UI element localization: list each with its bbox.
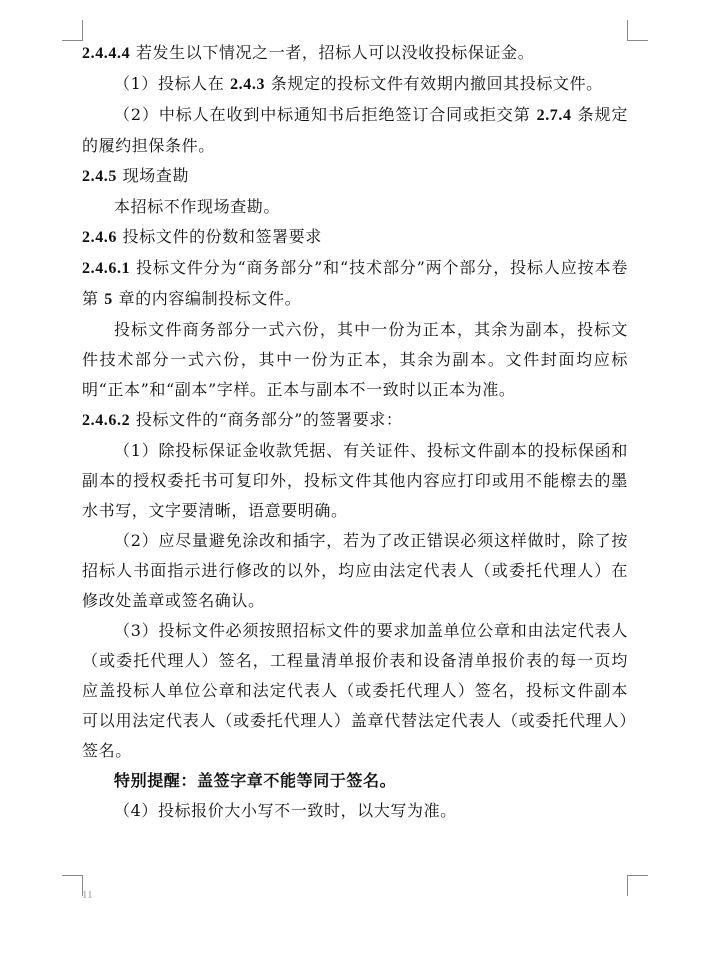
section-heading-2-4-5: 2.4.5 现场查勘 bbox=[82, 166, 190, 185]
crop-mark-bottom-left bbox=[62, 875, 83, 896]
signing-item-3: （3）投标文件必须按照招标文件的要求加盖单位公章和由法定代表人（或委托代理人）签名，工程量清单报价表和设备清单报价表的每一页均应盖投标人单位公章和法定代表人（或委托代理人）签名，投标文件副本可以用法定代表人（或委托代理人）盖章代替法定代表人（或委托代理人）签名。 bbox=[82, 621, 628, 760]
section-heading-2-4-6: 2.4.6 投标文件的份数和签署要求 bbox=[82, 227, 322, 246]
clause-item-1: （1）投标人在 2.4.3 条规定的投标文件有效期内撤回其投标文件。 bbox=[114, 74, 603, 93]
clause-2-4-6-2: 2.4.6.2 投标文件的“商务部分”的签署要求： bbox=[82, 410, 403, 429]
copies-paragraph: 投标文件商务部分一式六份，其中一份为正本，其余为副本，投标文件技术部分一式六份，其中一份为正本，其余为副本。文件封面均应标明“正本”和“副本”字样。正本与副本不一致时以正本为准。 bbox=[82, 320, 628, 399]
site-survey-text: 本招标不作现场查勘。 bbox=[114, 197, 281, 216]
crop-mark-bottom-right bbox=[627, 875, 648, 896]
crop-mark-top-right bbox=[627, 20, 648, 41]
document-body bbox=[82, 38, 628, 826]
crop-mark-top-left bbox=[62, 20, 83, 41]
signing-item-4: （4）投标报价大小写不一致时，以大写为准。 bbox=[114, 801, 457, 820]
signing-item-2: （2）应尽量避免涂改和插字，若为了改正错误必须这样做时，除了按招标人书面指示进行修改的以外，均应由法定代表人（或委托代理人）在修改处盖章或签名确认。 bbox=[82, 531, 628, 610]
clause-2-4-6-1: 2.4.6.1 投标文件分为“商务部分”和“技术部分”两个部分，投标人应按本卷第 5 章的内容编制投标文件。 bbox=[82, 258, 628, 308]
signing-item-1: （1）除投标保证金收款凭据、有关证件、投标文件副本的投标保函和副本的授权委托书可复印外，投标文件其他内容应打印或用不能檫去的墨水书写，文字要清晰，语意要明确。 bbox=[82, 441, 628, 520]
clause-2-4-4-4: 2.4.4.4 若发生以下情况之一者，招标人可以没收投标保证金。 bbox=[82, 43, 535, 62]
special-reminder: 特别提醒：盖签字章不能等同于签名。 bbox=[114, 771, 397, 790]
page-number: 11 bbox=[82, 889, 93, 901]
clause-item-2: （2）中标人在收到中标通知书后拒绝签订合同或拒交第 2.7.4 条规定的履约担保条件。 bbox=[82, 105, 628, 155]
